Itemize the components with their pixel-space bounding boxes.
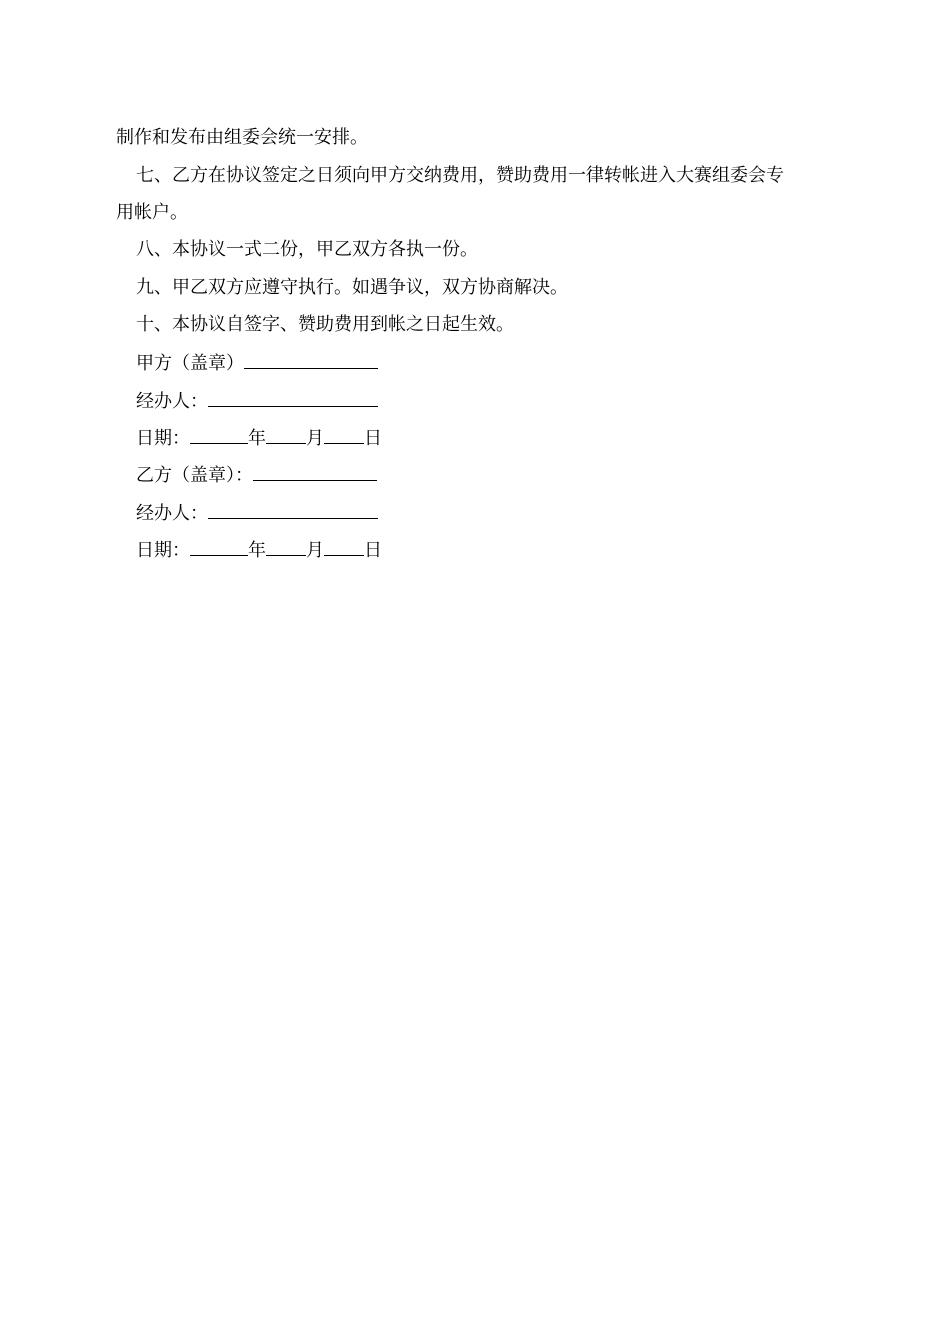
party-a-date-row (136, 425, 382, 451)
party-b-seal-blank (253, 462, 377, 481)
party-a-seal-label: 甲方（盖章） (136, 353, 244, 374)
party-a-seal-row (136, 350, 378, 376)
party-b-year-blank (190, 537, 248, 556)
party-a-day-label: 日 (364, 428, 382, 449)
party-b-month-blank (266, 537, 306, 556)
party-a-seal-blank (244, 350, 378, 369)
party-a-year-blank (190, 425, 248, 444)
party-b-month-label: 月 (306, 540, 324, 561)
party-b-date-label: 日期： (136, 540, 190, 561)
party-b-year-label: 年 (248, 540, 266, 561)
party-a-year-label: 年 (248, 428, 266, 449)
party-b-date-row (136, 537, 382, 563)
party-a-agent-row (136, 388, 378, 414)
party-a-agent-blank (208, 388, 378, 407)
party-b-agent-row (136, 500, 378, 526)
party-b-day-label: 日 (364, 540, 382, 561)
party-a-month-label: 月 (306, 428, 324, 449)
party-a-date-label: 日期： (136, 428, 190, 449)
party-a-agent-label: 经办人： (136, 391, 208, 412)
clause-8: 八、本协议一式二份，甲乙双方各执一份。 (136, 239, 478, 260)
party-b-agent-label: 经办人： (136, 503, 208, 524)
clause-7-line-1: 七、乙方在协议签定之日须向甲方交纳费用，赞助费用一律转帐进入大赛组委会专 (136, 165, 784, 186)
clause-9: 九、甲乙双方应遵守执行。如遇争议，双方协商解决。 (136, 277, 568, 298)
party-a-day-blank (324, 425, 364, 444)
party-a-month-blank (266, 425, 306, 444)
clause-7-line-2: 用帐户。 (116, 202, 188, 223)
party-b-seal-row (136, 462, 377, 488)
clause-10: 十、本协议自签字、赞助费用到帐之日起生效。 (136, 314, 514, 335)
clause-continuation: 制作和发布由组委会统一安排。 (116, 127, 368, 148)
party-b-day-blank (324, 537, 364, 556)
party-b-agent-blank (208, 500, 378, 519)
party-b-seal-label: 乙方（盖章）： (136, 465, 253, 486)
